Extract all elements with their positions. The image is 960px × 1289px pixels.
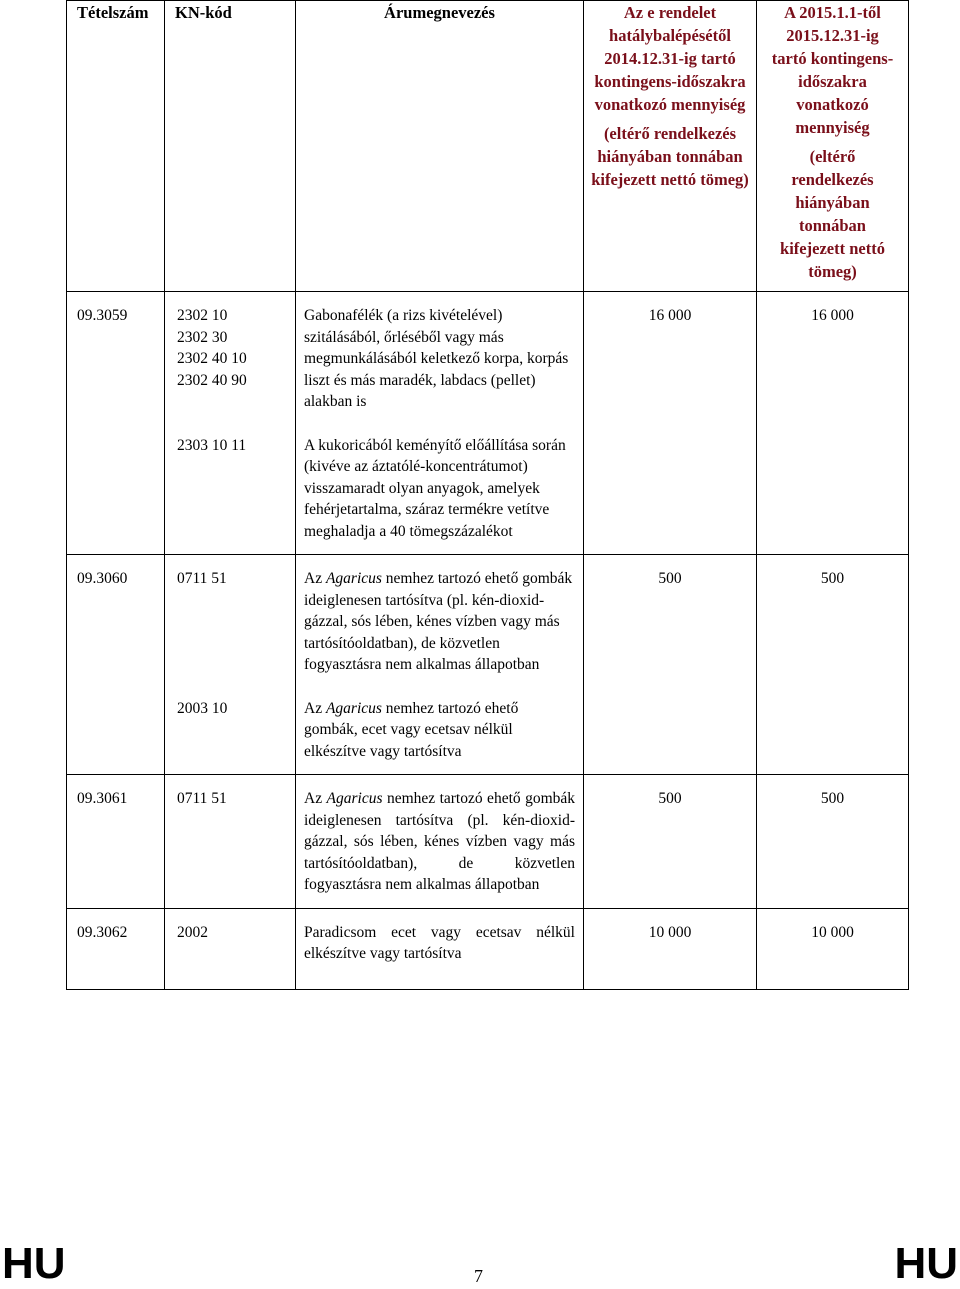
quantity-2015: 16 000 (757, 292, 909, 413)
genus-name: Agaricus (325, 570, 382, 587)
cn-code: 2002 (177, 923, 208, 941)
cn-code: 2302 10 (177, 307, 228, 324)
table-row (67, 413, 909, 555)
page-number: 7 (474, 1266, 483, 1286)
cn-code-list (165, 775, 296, 909)
header-quantity-2015-note: (eltérő rendelkezés hiányában tonnában kifejezett nettó tömeg) (780, 147, 885, 281)
cn-code: 2302 40 90 (177, 371, 247, 389)
cn-code: 2003 10 (177, 699, 228, 717)
product-description: Az Agaricus nemhez tartozó ehető gombák, ecet vagy ecetsav nélkül elkészítve vagy tartósítva (296, 676, 584, 775)
table-row (67, 775, 909, 909)
cn-code-list (165, 413, 296, 555)
cn-code: 2302 40 10 (177, 350, 247, 367)
product-description: Paradicsom ecet vagy ecetsav nélkül elkészítve vagy tartósítva (296, 908, 584, 989)
product-description: Az Agaricus nemhez tartozó ehető gombák ideiglenesen tartósítva (pl. kén-dioxid-gázzal, sós lében, kénes vízben vagy más tartósítóoldatban), de közvetlen fogyasztásra nem alkalmas állapotban (296, 555, 584, 676)
footer-language-code-left: HU (2, 1239, 66, 1288)
table-row (67, 555, 909, 676)
table-row (67, 908, 909, 989)
tariff-quota-table (66, 0, 909, 990)
item-number: 09.3060 (67, 555, 165, 676)
quantity-2014: 500 (584, 555, 757, 676)
quantity-2014 (584, 676, 757, 775)
item-number (67, 676, 165, 775)
cn-code: 0711 51 (177, 790, 227, 807)
product-description: Gabonafélék (a rizs kivételével) szitálásából, őrléséből vagy más megmunkálásából keletkező korpa, korpás liszt és más maradék, labdacs (pellet) alakban is (296, 292, 584, 413)
header-quantity-2014-note: (eltérő rendelkezés hiányában tonnában kifejezett nettó tömeg) (591, 124, 749, 189)
cn-code-list (165, 292, 296, 413)
footer-language-code-right: HU (894, 1239, 958, 1288)
header-description: Árumegnevezés (296, 1, 584, 292)
quantity-2015: 10 000 (757, 908, 909, 989)
item-number: 09.3059 (67, 292, 165, 413)
genus-name: Agaricus (326, 790, 383, 807)
header-cn-code: KN-kód (165, 1, 296, 292)
quantity-2014: 16 000 (584, 292, 757, 413)
product-description: Az Agaricus nemhez tartozó ehető gombák ideiglenesen tartósítva (pl. kén-dioxid-gázzal, sós lében, kénes vízben vagy más tartósítóoldatban), de közvetlen fogyasztásra nem alkalmas állapotban (296, 775, 584, 909)
cn-code-list (165, 676, 296, 775)
genus-name: Agaricus (325, 699, 382, 717)
header-quantity-2015-main: A 2015.1.1-től 2015.12.31-ig tartó kontingens-időszakra vonatkozó mennyiség (771, 3, 894, 137)
header-quantity-2014-main: Az e rendelet hatálybalépésétől 2014.12.31-ig tartó kontingens-időszakra vonatkozó mennyiség (594, 3, 746, 114)
cn-code: 2303 10 11 (177, 436, 247, 454)
header-item-number: Tételszám (67, 1, 165, 292)
product-description: A kukoricából keményítő előállítása során (kivéve az áztatólé-koncentrátumot) visszamaradt olyan anyagok, amelyek fehérjetartalma, száraz termékre vetítve meghaladja a 40 tömegszázalékot (296, 413, 584, 555)
quantity-2015 (757, 413, 909, 555)
header-quantity-2015 (757, 1, 909, 292)
cn-code-list (165, 908, 296, 989)
table-header-row (67, 1, 909, 292)
quantity-2014: 10 000 (584, 908, 757, 989)
table-row (67, 292, 909, 413)
item-number: 09.3062 (67, 908, 165, 989)
table-row (67, 676, 909, 775)
cn-code: 0711 51 (177, 570, 227, 587)
quantity-2014: 500 (584, 775, 757, 909)
cn-code: 2302 30 (177, 328, 228, 346)
quantity-2014 (584, 413, 757, 555)
quantity-2015 (757, 676, 909, 775)
quantity-2015: 500 (757, 555, 909, 676)
header-quantity-2014 (584, 1, 757, 292)
quantity-2015: 500 (757, 775, 909, 909)
cn-code-list (165, 555, 296, 676)
item-number: 09.3061 (67, 775, 165, 909)
item-number (67, 413, 165, 555)
